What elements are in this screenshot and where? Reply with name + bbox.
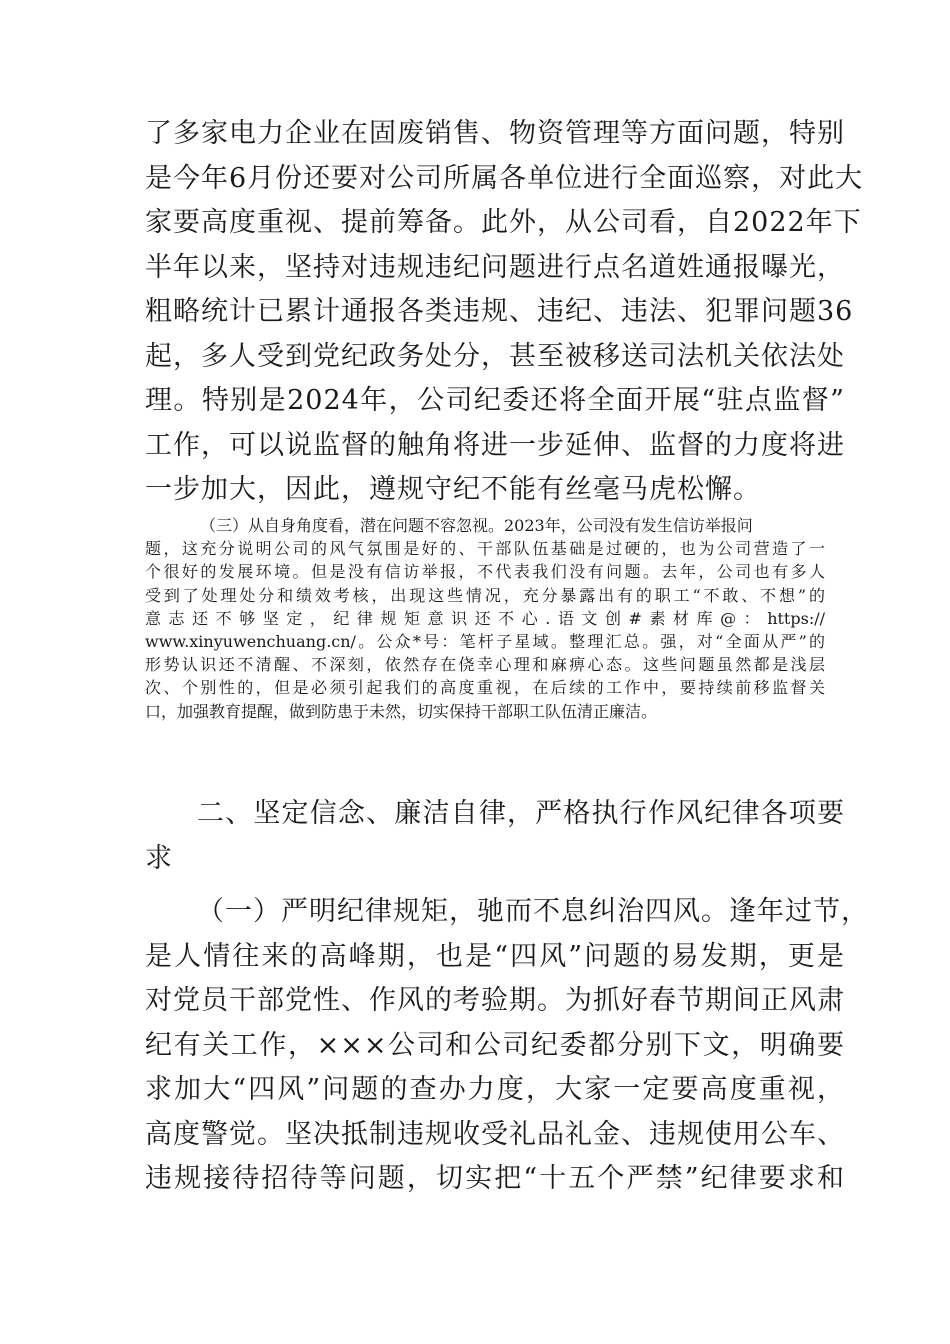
- paragraph-1: [145, 112, 864, 513]
- paragraph-2-line: 题，这充分说明公司的风气氛围是好的、干部队伍基础是过硬的，也为公司营造了一: [145, 539, 825, 559]
- paragraph-2-line: 意志还不够坚定，纪律规矩意识还不心.语文创#素材库@：https://: [145, 608, 825, 628]
- paragraph-3-line: 是人情往来的高峰期，也是“四风”问题的易发期，更是: [145, 940, 845, 972]
- paragraph-1-line: 起，多人受到党纪政务处分，甚至被移送司法机关依法处: [145, 340, 845, 372]
- section-heading-line: 二、坚定信念、廉洁自律，严格执行作风纪律各项要: [197, 798, 845, 829]
- paragraph-1-line: 理。特别是2024年，公司纪委还将全面开展“驻点监督”: [145, 385, 845, 416]
- paragraph-2-line: 次、个别性的，但是必须引起我们的高度重视，在后续的工作中，要持续前移监督关: [145, 678, 825, 698]
- paragraph-2-line: www.xinyuwenchuang.cn/。公众*号：笔杆子星域。整理汇总。强，对“全面从严”的: [145, 631, 825, 651]
- paragraph-2-line: （三）从自身角度看，潜在问题不容忽视。2023年，公司没有发生信访举报问: [200, 516, 753, 535]
- paragraph-1-line: 家要高度重视、提前筹备。此外，从公司看，自2022年下: [145, 207, 862, 238]
- paragraph-3-line: 高度警觉。坚决抵制违规收受礼品礼金、违规使用公车、: [145, 1118, 845, 1150]
- paragraph-2-line: 口，加强教育提醒，做到防患于未然，切实保持干部职工队伍清正廉洁。: [145, 701, 658, 721]
- paragraph-3-line: 求加大“四风”问题的查办力度，大家一定要高度重视，: [145, 1074, 845, 1105]
- paragraph-1-line: 了多家电力企业在固废销售、物资管理等方面问题，特别: [145, 118, 845, 149]
- paragraph-1-line: 是今年6月份还要对公司所属各单位进行全面巡察，对此大: [145, 162, 864, 194]
- paragraph-3-line: 违规接待招待等问题，切实把“十五个严禁”纪律要求和: [145, 1163, 845, 1194]
- paragraph-3: [145, 890, 869, 1202]
- paragraph-2-line: 形势认识还不清醒、不深刻，依然存在侥幸心理和麻痹心态。这些问题虽然都是浅层: [145, 655, 825, 675]
- paragraph-1-line: 工作，可以说监督的触角将进一步延伸、监督的力度将进: [145, 429, 845, 461]
- paragraph-3-line: 纪有关工作，×××公司和公司纪委都分别下文，明确要: [145, 1029, 845, 1061]
- paragraph-3-line: （一）严明纪律规矩，驰而不息纠治四风。逢年过节，: [197, 896, 869, 927]
- paragraph-1-line: 半年以来，坚持对违规违纪问题进行点名道姓通报曝光，: [145, 251, 845, 283]
- paragraph-3-line: 对党员干部党性、作风的考验期。为抓好春节期间正风肃: [145, 985, 845, 1016]
- paragraph-1-line: 一步加大，因此，遵规守纪不能有丝毫马虎松懈。: [145, 474, 761, 505]
- paragraph-2-line: 个很好的发展环境。但是没有信访举报，不代表我们没有问题。去年，公司也有多人: [145, 562, 825, 582]
- paragraph-2: [145, 514, 825, 723]
- section-heading-line: 求: [145, 842, 173, 874]
- section-heading: [145, 792, 845, 881]
- paragraph-2-line: 受到了处理处分和绩效考核，出现这些情况，充分暴露出有的职工“不敢、不想”的: [145, 585, 825, 605]
- paragraph-1-line: 粗略统计已累计通报各类违规、违纪、违法、犯罪问题36: [145, 296, 854, 327]
